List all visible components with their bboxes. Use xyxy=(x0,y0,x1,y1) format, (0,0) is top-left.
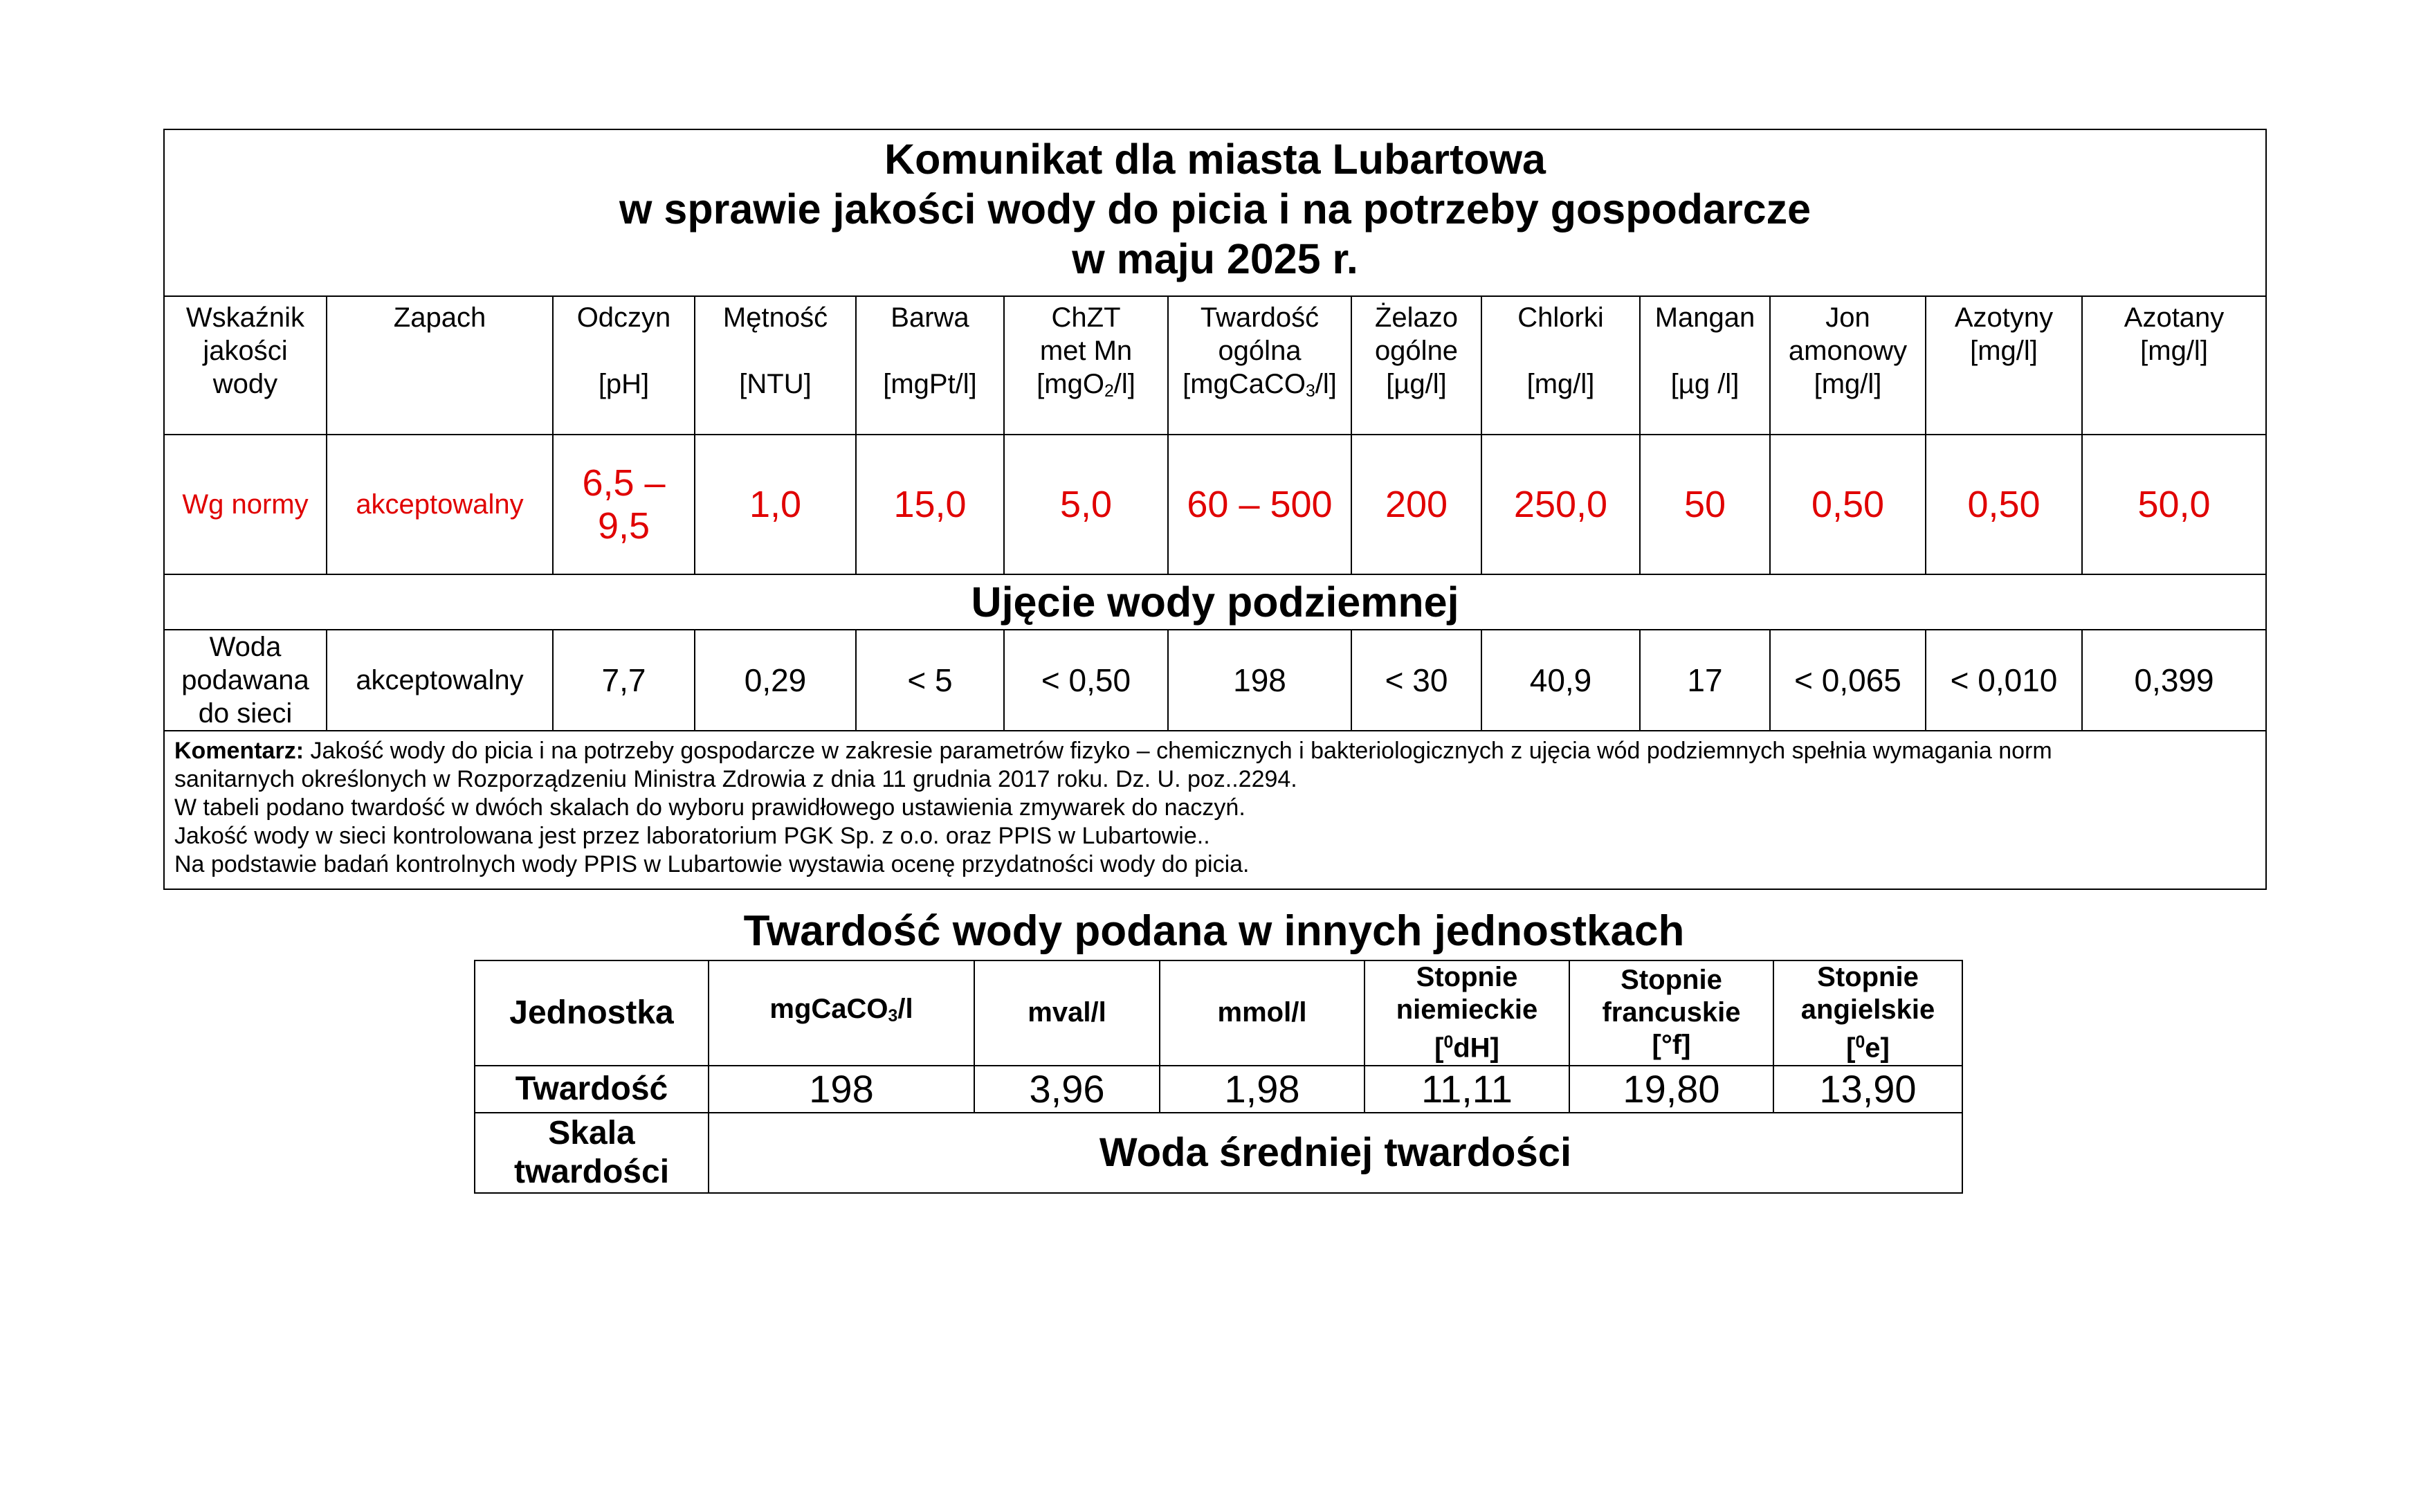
norm-ammonium: 0,50 xyxy=(1770,435,1926,574)
norm-cod: 5,0 xyxy=(1004,435,1168,574)
water-nitrites: < 0,010 xyxy=(1926,630,2082,731)
header-cell-ammonium: Jon amonowy [mg/l] xyxy=(1770,296,1926,435)
header-cell-chlorides: Chlorki [mg/l] xyxy=(1481,296,1640,435)
water-cod: < 0,50 xyxy=(1004,630,1168,731)
comment-line-2: sanitarnych określonych w Rozporządzeniu Ministra Zdrowia z dnia 11 grudnia 2017 roku. Dz. U. poz..2294. xyxy=(174,766,1297,792)
header-cell-hardness: Twardość ogólna [mgCaCO$_3$/l] xyxy=(1168,296,1351,435)
value-english-degrees: 13,90 xyxy=(1773,1066,1962,1113)
header-cell-iron: Żelazo ogólne [µg/l] xyxy=(1351,296,1481,435)
water-chlorides: 40,9 xyxy=(1481,630,1640,731)
norm-row xyxy=(164,435,2266,574)
hardness-header-row xyxy=(475,960,1962,1066)
value-label: Twardość xyxy=(475,1066,709,1113)
norm-iron: 200 xyxy=(1351,435,1481,574)
water-hardness: 198 xyxy=(1168,630,1351,731)
comment-block xyxy=(164,731,2266,889)
water-color: < 5 xyxy=(856,630,1004,731)
unit-english-degrees: Stopnie angielskie [$^0$e] xyxy=(1773,960,1962,1066)
value-mgcaco3: 198 xyxy=(709,1066,974,1113)
unit-mmol: mmol/l xyxy=(1160,960,1364,1066)
water-ph: 7,7 xyxy=(553,630,695,731)
value-mval: 3,96 xyxy=(974,1066,1160,1113)
water-quality-table xyxy=(163,129,2267,890)
water-odor: akceptowalny xyxy=(327,630,553,731)
water-turbidity: 0,29 xyxy=(695,630,856,731)
parameter-header-row xyxy=(164,296,2266,435)
title-line-3: w maju 2025 r. xyxy=(1072,235,1358,282)
norm-chlorides: 250,0 xyxy=(1481,435,1640,574)
section-title: Ujęcie wody podziemnej xyxy=(164,574,2266,630)
value-french-degrees: 19,80 xyxy=(1569,1066,1773,1113)
header-cell-nitrates: Azotany [mg/l] xyxy=(2082,296,2266,435)
header-cell-ph: Odczyn [pH] xyxy=(553,296,695,435)
water-label: Woda podawana do sieci xyxy=(164,630,327,731)
header-cell-color: Barwa [mgPt/l] xyxy=(856,296,1004,435)
hardness-units-table xyxy=(474,960,1963,1194)
value-mmol: 1,98 xyxy=(1160,1066,1364,1113)
hardness-scale-row xyxy=(475,1113,1962,1193)
report-title xyxy=(164,129,2266,296)
norm-ph: 6,5 – 9,5 xyxy=(553,435,695,574)
norm-label: Wg normy xyxy=(164,435,327,574)
scale-label: Skala twardości xyxy=(475,1113,709,1193)
header-cell-cod: ChZT met Mn [mgO$_2$/l] xyxy=(1004,296,1168,435)
section-row xyxy=(164,574,2266,630)
water-manganese: 17 xyxy=(1640,630,1770,731)
header-cell-indicator: Wskaźnik jakości wody xyxy=(164,296,327,435)
norm-hardness: 60 – 500 xyxy=(1168,435,1351,574)
hardness-title: Twardość wody podana w innych jednostkach xyxy=(743,907,1685,955)
hardness-value-row xyxy=(475,1066,1962,1113)
comment-line-3: W tabeli podano twardość w dwóch skalach do wyboru prawidłowego ustawienia zmywarek do naczyń. xyxy=(174,794,1245,821)
norm-turbidity: 1,0 xyxy=(695,435,856,574)
unit-mval: mval/l xyxy=(974,960,1160,1066)
water-nitrates: 0,399 xyxy=(2082,630,2266,731)
header-cell-nitrites: Azotyny [mg/l] xyxy=(1926,296,2082,435)
unit-label: Jednostka xyxy=(475,960,709,1066)
comment-line-1: Komentarz: Jakość wody do picia i na potrzeby gospodarcze w zakresie parametrów fizyko – chemicznych i bakteriologicznych z ujęcia wód podziemnych spełnia wymagania norm xyxy=(174,738,2052,764)
unit-mgcaco3: mgCaCO$_3$/l xyxy=(709,960,974,1066)
scale-value: Woda średniej twardości xyxy=(709,1113,1962,1193)
title-line-2: w sprawie jakości wody do picia i na potrzeby gospodarcze xyxy=(619,185,1811,233)
norm-nitrates: 50,0 xyxy=(2082,435,2266,574)
unit-german-degrees: Stopnie niemieckie [$^0$dH] xyxy=(1364,960,1569,1066)
water-row xyxy=(164,630,2266,731)
header-cell-manganese: Mangan [µg /l] xyxy=(1640,296,1770,435)
header-cell-odor: Zapach xyxy=(327,296,553,435)
header-cell-turbidity: Mętność [NTU] xyxy=(695,296,856,435)
norm-manganese: 50 xyxy=(1640,435,1770,574)
comment-label: Komentarz: xyxy=(174,738,304,764)
comment-line-5: Na podstawie badań kontrolnych wody PPIS w Lubartowie wystawia ocenę przydatności wody do picia. xyxy=(174,851,1250,877)
norm-nitrites: 0,50 xyxy=(1926,435,2082,574)
value-german-degrees: 11,11 xyxy=(1364,1066,1569,1113)
title-line-1: Komunikat dla miasta Lubartowa xyxy=(884,136,1546,183)
comment-line-4: Jakość wody w sieci kontrolowana jest przez laboratorium PGK Sp. z o.o. oraz PPIS w Lubartowie.. xyxy=(174,823,1210,849)
norm-color: 15,0 xyxy=(856,435,1004,574)
norm-odor: akceptowalny xyxy=(327,435,553,574)
water-iron: < 30 xyxy=(1351,630,1481,731)
unit-french-degrees: Stopnie francuskie [°f] xyxy=(1569,960,1773,1066)
water-ammonium: < 0,065 xyxy=(1770,630,1926,731)
